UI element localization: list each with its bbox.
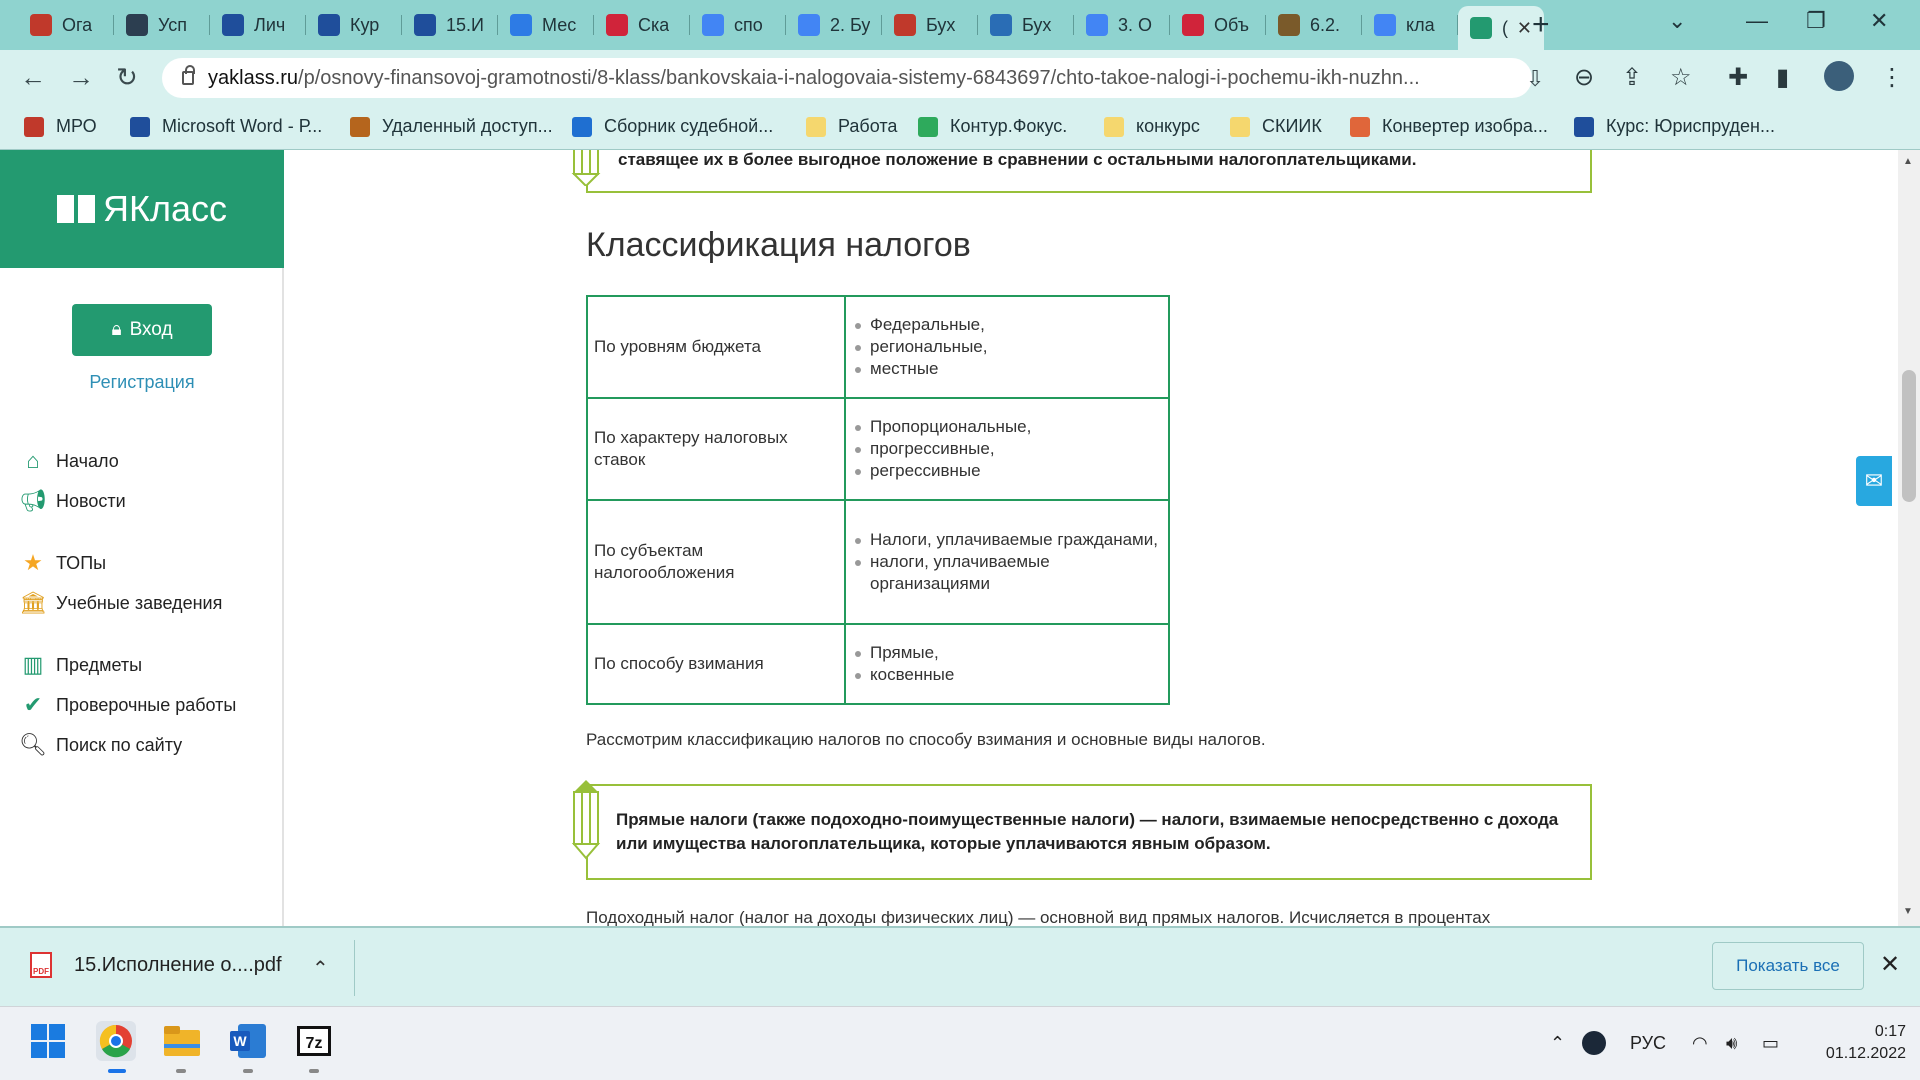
tab-label: Усп (158, 14, 187, 35)
tab-favicon-icon (702, 14, 724, 36)
tab-6[interactable] (498, 6, 594, 44)
tab-favicon-icon (1374, 14, 1396, 36)
download-filename: 15.Исполнение о....pdf (74, 953, 282, 976)
explorer-indicator (176, 1069, 186, 1073)
tab-favicon-icon (318, 14, 340, 36)
tab-label: Объ (1214, 14, 1249, 35)
tab-8[interactable] (690, 6, 786, 44)
sidebar-item-3[interactable] (20, 550, 106, 576)
register-link[interactable]: Регистрация (89, 372, 195, 392)
search-icon: 🔍︎ (19, 732, 47, 757)
tab-favicon-icon (1278, 14, 1300, 36)
chrome-active-indicator (108, 1069, 126, 1073)
close-window-button[interactable]: ✕ (1870, 8, 1889, 33)
yaklass-logo[interactable] (0, 150, 284, 268)
tab-search-icon[interactable]: ⌄ (1668, 8, 1687, 33)
list-item: регрессивные (870, 460, 1162, 482)
download-item[interactable] (30, 952, 282, 978)
definition-box-top (586, 150, 1592, 193)
tab-label: 6.2. (1310, 14, 1341, 35)
tab-favicon-icon (606, 14, 628, 36)
divider (354, 940, 355, 996)
sidebar-item-7[interactable] (20, 732, 182, 758)
bookmark-label: Сборник судебной... (604, 116, 774, 136)
tray-overflow-icon[interactable]: ⌃ (1550, 1033, 1566, 1053)
tab-10[interactable] (882, 6, 978, 44)
sidebar-item-label: Начало (56, 450, 119, 471)
sidebar-item-label: ТОПы (56, 552, 107, 573)
menu-icon[interactable]: ⋮ (1880, 64, 1904, 91)
bookmark-item[interactable] (572, 116, 773, 137)
word-indicator (243, 1069, 253, 1073)
install-icon[interactable]: ⇩ (1526, 66, 1545, 91)
sidebar-item-label: Поиск по сайту (56, 734, 183, 755)
page-viewport (0, 150, 1920, 926)
tab-favicon-icon (990, 14, 1012, 36)
scroll-thumb[interactable] (1902, 370, 1916, 502)
tab-label: 2. Бу (830, 14, 871, 35)
paragraph: Рассмотрим классификацию налогов по способу взимания и основные виды налогов. (586, 730, 1266, 749)
page-scrollbar[interactable] (1898, 150, 1920, 926)
values-list (852, 416, 1162, 482)
bookmark-item[interactable] (918, 116, 1067, 137)
sidebar (0, 150, 284, 926)
tab-label: 15.И (446, 14, 484, 35)
windows-taskbar (0, 1006, 1920, 1080)
scroll-down-icon[interactable]: ▼ (1903, 906, 1913, 917)
tab-13[interactable] (1170, 6, 1266, 44)
language-indicator[interactable]: РУС (1630, 1033, 1667, 1053)
list-item: Прямые, (870, 642, 1162, 664)
tab-close-icon[interactable]: ✕ (1516, 17, 1532, 38)
list-item: прогрессивные, (870, 438, 1162, 460)
tab-15[interactable] (1362, 6, 1458, 44)
bookmark-favicon-icon (1104, 117, 1124, 137)
bookmark-favicon-icon (24, 117, 44, 137)
list-item: косвенные (870, 664, 1162, 686)
table-row (587, 624, 1169, 704)
word-icon[interactable] (228, 1021, 268, 1061)
list-item: местные (870, 358, 1162, 380)
values-cell (845, 624, 1169, 704)
sidebar-item-label: Учебные заведения (56, 592, 223, 613)
tab-11[interactable] (978, 6, 1074, 44)
sidebar-item-4[interactable] (20, 590, 222, 616)
values-cell (845, 500, 1169, 624)
back-button[interactable]: ← (20, 62, 46, 92)
chevron-up-icon[interactable]: ⌃ (312, 958, 329, 980)
show-all-button[interactable]: Показать все (1712, 942, 1864, 990)
address-bar[interactable] (162, 58, 1545, 98)
tab-label: спо (734, 14, 763, 35)
school-icon: 🏛︎ (19, 590, 47, 615)
tab-favicon-icon (126, 14, 148, 36)
steam-icon[interactable] (1582, 1031, 1606, 1055)
svg-text:7z: 7z (305, 1035, 323, 1052)
tab-favicon-icon (414, 14, 436, 36)
tab-label: Ога (62, 14, 93, 35)
tab-label: Мес (542, 14, 577, 35)
tab-label: Бух (1022, 14, 1052, 35)
values-list (852, 314, 1162, 380)
sidebar-item-2[interactable] (20, 488, 126, 514)
bookmark-favicon-icon (918, 117, 938, 137)
tab-14[interactable] (1266, 6, 1362, 44)
pencil-icon (570, 780, 602, 860)
pencil-icon (570, 150, 602, 186)
tab-favicon-icon (222, 14, 244, 36)
bookmark-label: МРО (56, 116, 97, 136)
table-row (587, 296, 1169, 398)
book-logo-icon (57, 195, 95, 223)
next-paragraph: Подоходный налог (налог на доходы физических лиц) — основной вид прямых налогов. Исчисляется в процентах (586, 908, 1491, 926)
values-list (852, 529, 1162, 595)
bookmark-item[interactable] (1574, 116, 1775, 137)
bookmark-favicon-icon (806, 117, 826, 137)
pdf-file-icon: PDF (30, 952, 52, 978)
bookmark-item[interactable] (24, 116, 97, 137)
chrome-icon[interactable] (96, 1021, 136, 1061)
tab-label: кла (1406, 14, 1435, 35)
wifi-icon[interactable]: ◠ (1692, 1033, 1708, 1053)
list-item: налоги, уплачиваемые организациями (870, 551, 1162, 595)
new-tab-button[interactable]: + (1532, 8, 1550, 41)
bookmark-favicon-icon (1350, 117, 1370, 137)
forward-button[interactable]: → (68, 62, 94, 92)
sidebar-item-label: Проверочные работы (56, 694, 237, 715)
login-button[interactable] (72, 304, 212, 356)
sidebar-item-6[interactable] (20, 692, 236, 718)
side-panel-icon[interactable]: ▮ (1776, 64, 1790, 91)
check-circle-icon: ✔ (23, 692, 43, 717)
bookmark-item[interactable] (806, 116, 897, 137)
star-icon: ★ (23, 550, 43, 575)
logo-text: ЯКласс (103, 188, 227, 229)
clock[interactable] (1810, 1021, 1906, 1065)
url-text[interactable]: yaklass.ru/p/osnovy-finansovoj-gramotnosti/8-klass/bankovskaia-i-nalogovaia-sistemy-6843697/chto-takoe-nalogi-i-pochemu-ikh-nuzhn... (208, 66, 1420, 89)
tab-4[interactable] (306, 6, 402, 44)
bookmark-favicon-icon (1574, 117, 1594, 137)
definition-text: Прямые налоги (также подоходно-поимущественные налоги) — налоги, взимаемые непосредственно с дохода или имущества налогоплательщика, которые уплачиваются явным образом. (616, 810, 1559, 853)
tab-strip (0, 0, 1920, 50)
list-item: Федеральные, (870, 314, 1162, 336)
bookmark-label: Курс: Юриспруден... (1606, 116, 1775, 136)
list-item: региональные, (870, 336, 1162, 358)
criterion-cell: По способу взимания (587, 624, 845, 704)
bookmark-label: Удаленный доступ... (382, 116, 553, 136)
close-download-bar-icon[interactable]: ✕ (1880, 951, 1901, 978)
tab-favicon-icon (1086, 14, 1108, 36)
bookmark-item[interactable] (1230, 116, 1322, 137)
bookmark-item[interactable] (130, 116, 322, 137)
battery-icon[interactable]: ▭ (1762, 1033, 1780, 1053)
tab-favicon-icon (30, 14, 52, 36)
definition-box (586, 784, 1592, 880)
books-icon: ▥ (22, 652, 44, 677)
bookmark-star-icon[interactable]: ☆ (1670, 64, 1692, 91)
clock-date: 01.12.2022 (1825, 1045, 1906, 1062)
table-row (587, 500, 1169, 624)
megaphone-icon: 📢︎ (19, 488, 47, 513)
tab-3[interactable] (210, 6, 306, 44)
scroll-up-icon[interactable]: ▲ (1903, 156, 1913, 167)
list-item: Налоги, уплачиваемые гражданами, (870, 529, 1162, 551)
bookmark-label: Конвертер изобра... (1382, 116, 1548, 136)
lock-open-icon: 🔒︎ (111, 319, 122, 340)
reload-button[interactable]: ↻ (116, 62, 138, 92)
home-icon: ⌂ (26, 448, 40, 473)
bookmark-item[interactable] (1350, 116, 1548, 137)
tab-favicon-icon (894, 14, 916, 36)
windows-start-icon[interactable] (28, 1021, 68, 1061)
values-list (852, 642, 1162, 686)
classification-table (586, 295, 1170, 705)
criterion-cell: По характеру налоговых ставок (587, 398, 845, 500)
criterion-cell: По субъектам налогообложения (587, 500, 845, 624)
file-explorer-icon[interactable] (162, 1021, 202, 1061)
tab-favicon-icon (1470, 17, 1492, 39)
extensions-icon[interactable]: ✚ (1728, 64, 1749, 91)
sidebar-item-1[interactable] (20, 448, 119, 474)
tab-7[interactable] (594, 6, 690, 44)
bookmark-favicon-icon (350, 117, 370, 137)
values-cell (845, 398, 1169, 500)
tab-favicon-icon (510, 14, 532, 36)
7zip-indicator (309, 1069, 319, 1073)
bookmark-favicon-icon (572, 117, 592, 137)
bookmark-favicon-icon (1230, 117, 1250, 137)
criterion-cell: По уровням бюджета (587, 296, 845, 398)
tab-label: Кур (350, 14, 380, 35)
bookmark-label: Контур.Фокус. (950, 116, 1068, 136)
zoom-icon[interactable]: ⊖ (1574, 64, 1595, 91)
minimize-button[interactable]: — (1746, 8, 1768, 33)
bookmark-item[interactable] (1104, 116, 1200, 137)
svg-text:W: W (233, 1033, 247, 1049)
bookmark-item[interactable] (350, 116, 553, 137)
lock-icon[interactable] (182, 71, 194, 85)
tab-label: Ска (638, 14, 670, 35)
tab-2[interactable] (114, 6, 210, 44)
bookmark-label: Работа (838, 116, 898, 136)
list-item: Пропорциональные, (870, 416, 1162, 438)
clock-time: 0:17 (1874, 1023, 1906, 1040)
sidebar-item-5[interactable] (20, 652, 142, 678)
bookmark-label: СКИИК (1262, 116, 1322, 136)
restore-button[interactable]: ❐ (1806, 8, 1826, 33)
share-icon[interactable]: ⇪ (1622, 64, 1643, 91)
bookmarks-bar (0, 106, 1920, 150)
bookmark-label: конкурс (1136, 116, 1200, 136)
bookmark-favicon-icon (130, 117, 150, 137)
tab-favicon-icon (1182, 14, 1204, 36)
tab-favicon-icon (798, 14, 820, 36)
tab-label: ( (1502, 17, 1508, 38)
tab-12[interactable] (1074, 6, 1170, 44)
sidebar-item-label: Предметы (56, 654, 143, 675)
7zip-icon[interactable] (294, 1021, 334, 1061)
profile-avatar[interactable] (1824, 61, 1854, 91)
tab-label: Бух (926, 14, 956, 35)
sidebar-item-label: Новости (56, 490, 126, 511)
bookmark-label: Microsoft Word - Р... (162, 116, 323, 136)
section-heading: Классификация налогов (586, 226, 971, 264)
login-label: Вход (129, 319, 173, 340)
feedback-mail-icon[interactable]: ✉ (1856, 456, 1892, 506)
volume-icon[interactable]: 🔊︎ (1726, 1033, 1738, 1053)
tab-label: 3. О (1118, 14, 1153, 35)
download-bar (0, 926, 1920, 1006)
tab-5[interactable] (402, 6, 498, 44)
browser-toolbar (0, 50, 1920, 106)
definition-tail-text: ставящее их в более выгодное положение в сравнении с остальными налогоплательщиками. (618, 150, 1417, 169)
table-row (587, 398, 1169, 500)
values-cell (845, 296, 1169, 398)
tab-9[interactable] (786, 6, 882, 44)
tab-label: Лич (254, 14, 286, 35)
tab-1[interactable] (18, 6, 114, 44)
